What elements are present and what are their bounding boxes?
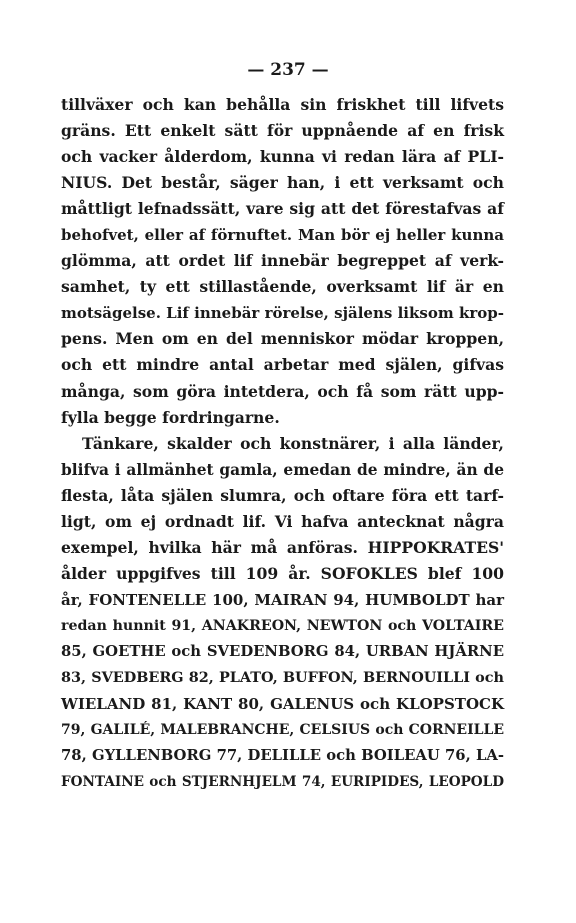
- text-line: och vacker ålderdom, kunna vi redan lära af PLI-: [61, 147, 504, 167]
- text-line: 78, GYLLENBORG 77, DELILLE och BOILEAU 76, LA-: [61, 747, 504, 765]
- text-line: behofvet, eller af förnuftet. Man bör ej heller kunna: [61, 226, 504, 245]
- text-line: ålder uppgifves till 109 år. SOFOKLES blef 100: [61, 563, 504, 583]
- text-line: 85, GOETHE och SVEDENBORG 84, URBAN HJÄRNE: [61, 642, 504, 660]
- text-line: många, som göra intetdera, och få som rätt upp-: [61, 381, 504, 401]
- text-line: FONTAINE och STJERNHJELM 74, EURIPIDES, LEOPOLD: [61, 774, 504, 791]
- text-line: samhet, ty ett stillastående, overksamt lif är en: [61, 277, 504, 297]
- paragraph-end-line: fylla begge fordringarne.: [61, 407, 280, 427]
- text-line: 83, SVEDBERG 82, PLATO, BUFFON, BERNOUILLI och: [61, 669, 504, 687]
- text-line: och ett mindre antal arbetar med själen, gifvas: [61, 355, 504, 375]
- page-number: — 237 —: [247, 60, 329, 80]
- text-line: gräns. Ett enkelt sätt för uppnående af en frisk: [61, 121, 504, 141]
- text-line: ligt, om ej ordnadt lif. Vi hafva antecknat några: [61, 511, 504, 531]
- text-line: måttligt lefnadssätt, vare sig att det förestafvas af: [61, 199, 504, 219]
- text-line: WIELAND 81, KANT 80, GALENUS och KLOPSTOCK: [61, 695, 504, 714]
- text-line: tillväxer och kan behålla sin friskhet till lifvets: [61, 95, 504, 114]
- text-line: 79, GALILÉ, MALEBRANCHE, CELSIUS och CORNEILLE: [61, 722, 504, 739]
- text-line: flesta, låta själen slumra, och oftare föra ett tarf-: [61, 485, 504, 505]
- text-line: NIUS. Det består, säger han, i ett verksamt och: [61, 173, 504, 193]
- text-line: redan hunnit 91, ANAKREON, NEWTON och VOLTAIRE: [61, 617, 504, 634]
- text-line: motsägelse. Lif innebär rörelse, själens liksom krop-: [61, 304, 504, 323]
- text-line: blifva i allmänhet gamla, emedan de mindre, än de: [61, 460, 504, 479]
- text-line: år, FONTENELLE 100, MAIRAN 94, HUMBOLDT har: [61, 590, 504, 609]
- text-line: exempel, hvilka här må anföras. HIPPOKRATES': [61, 537, 504, 557]
- text-line: glömma, att ordet lif innebär begreppet af verk-: [61, 251, 504, 271]
- paragraph-first-line: Tänkare, skalder och konstnärer, i alla länder,: [82, 433, 504, 453]
- page-body-text: [61, 92, 504, 795]
- text-line: pens. Men om en del menniskor mödar kroppen,: [61, 329, 504, 349]
